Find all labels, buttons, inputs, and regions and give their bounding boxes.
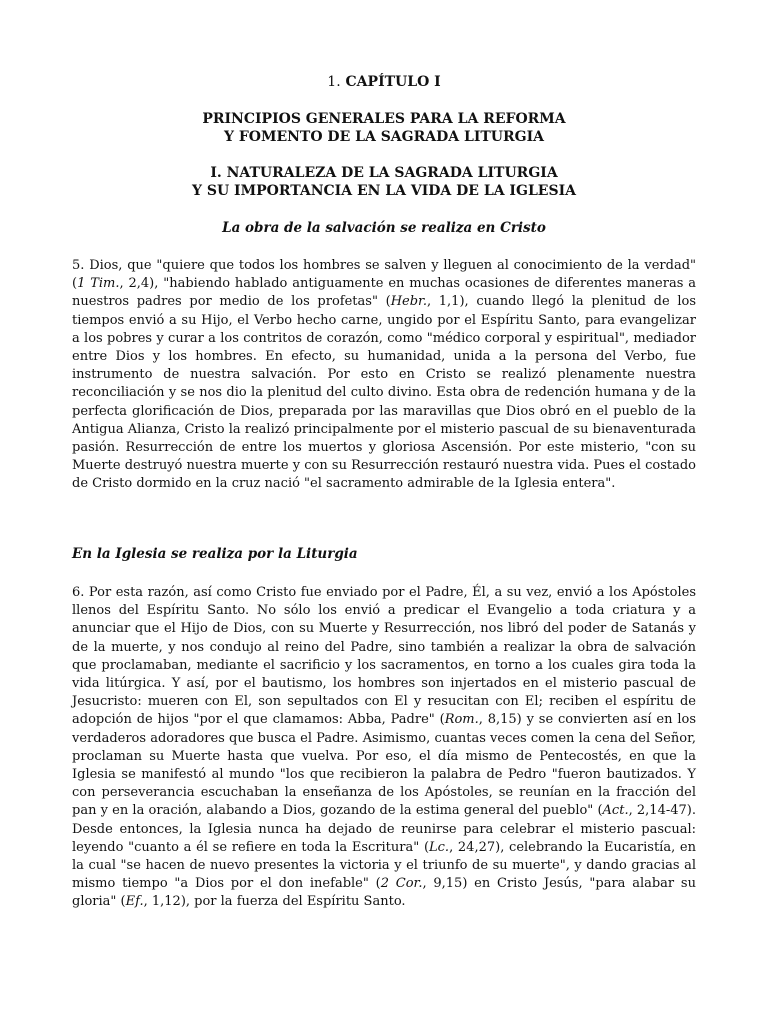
subheading-liturgy: En la Iglesia se realiza por la Liturgia: [72, 546, 358, 562]
paragraph-6-text-1: 6. Por esta razón, así como Cristo fue enviado por el Padre, Él, a su vez, envió a los Apóstoles llenos del Espíritu Santo. No sólo los envió a predicar el Evangelio a toda criatura y a anunciar que el Hijo de Dios, con su Muerte y Resurrección, nos libró del poder de Satanás y de la muerte, y nos condujo al reino del Padre, sino también a realizar la obra de salvación que proclamaban, mediante el sacrificio y los sacramentos, en torno a los cuales gira toda la vida litúrgica. Y así, por el bautismo, los hombres son injertados en el misterio pascual de Jesucristo: mueren con El, son sepultados con El y resucitan con El; reciben el espíritu de adopción de hijos "por el que clamamos: Abba, Padre" (: [72, 585, 696, 728]
main-title-line2: Y FOMENTO DE LA SAGRADA LITURGIA: [223, 129, 545, 145]
citation-1-tim: 1 Tim.: [77, 276, 120, 292]
chapter-title: CAPÍTULO I: [345, 74, 441, 90]
chapter-number: 1.: [327, 74, 341, 90]
paragraph-5: [72, 257, 696, 494]
citation-rom: Rom.: [444, 712, 479, 728]
subheading-salvation: La obra de la salvación se realiza en Cristo: [222, 220, 546, 236]
citation-lc: Lc.: [429, 839, 450, 855]
paragraph-6-text-6: , 1,12), por la fuerza del Espíritu Santo.: [143, 894, 406, 910]
paragraph-6-text-2: , 8,15) y se convierten así en los verdaderos adoradores que busca el Padre. Asimismo, cuantas veces comen la cena del Señor, proclaman su Muerte hasta que vuelva. Por eso, el día mismo de Pentecostés, en que la Iglesia se manifestó al mundo "los que recibieron la palabra de Pedro "fueron bautizados. Y con perseverancia escuchaban la enseñanza de los Apóstoles, se reunían en la fracción del pan y en la oración, alabando a Dios, gozando de la estima general del pueblo" (: [72, 712, 697, 819]
paragraph-5-text-3: , 1,1), cuando llegó la plenitud de los tiempos envió a su Hijo, el Verbo hecho carne, ungido por el Espíritu Santo, para evangelizar a los pobres y curar a los contritos de corazón, como "médico corporal y espiritual", mediador entre Dios y los hombres. En efecto, su humanidad, unida a la persona del Verbo, fue instrumento de nuestra salvación. Por esto en Cristo se realizó plenamente nuestra reconciliación y se nos dio la plenitud del culto divino. Esta obra de redención humana y de la perfecta glorificación de Dios, preparada por las maravillas que Dios obró en el pueblo de la Antigua Alianza, Cristo la realizó principalmente por el misterio pascual de su bienaventurada pasión. Resurrección de entre los muertos y gloriosa Ascensión. Por este misterio, "con su Muerte destruyó nuestra muerte y con su Resurrección restauró nuestra vida. Pues el costado de Cristo dormido en la cruz nació "el sacramento admirable de la Iglesia entera".: [72, 294, 696, 492]
citation-2-cor: 2 Cor.: [380, 876, 423, 892]
paragraph-5-text-1: 5. Dios, que "quiere que todos los hombres se salven y lleguen al conocimiento de la verdad" (: [72, 258, 696, 292]
section-title-line1: I. NATURALEZA DE LA SAGRADA LITURGIA: [210, 165, 558, 181]
paragraph-5-text-2: , 2,4), "habiendo hablado antiguamente en muchas ocasiones de diferentes maneras a nuestros padres por medio de los profetas" (: [72, 276, 696, 310]
paragraph-6-text-3: , 2,14-47). Desde entonces, la Iglesia nunca ha dejado de reunirse para celebrar el misterio pascual: leyendo "cuanto a él se refiere en toda la Escritura" (: [72, 803, 696, 855]
paragraph-6-text-5: , 9,15) en Cristo Jesús, "para alabar su gloria" (: [72, 876, 696, 910]
chapter-heading: [0, 73, 768, 92]
main-title-line1: PRINCIPIOS GENERALES PARA LA REFORMA: [202, 111, 566, 127]
citation-ef: Ef.: [125, 894, 144, 910]
citation-hebr: Hebr.: [390, 294, 427, 310]
paragraph-6: [72, 584, 696, 912]
section-title-line2: Y SU IMPORTANCIA EN LA VIDA DE LA IGLESIA: [192, 183, 576, 199]
citation-act: Act.: [602, 803, 629, 819]
paragraph-6-text-4: , 24,27), celebrando la Eucaristía, en la cual "se hacen de nuevo presentes la victoria y el triunfo de su muerte", y dando gracias al mismo tiempo "a Dios por el don inefable" (: [72, 839, 696, 892]
